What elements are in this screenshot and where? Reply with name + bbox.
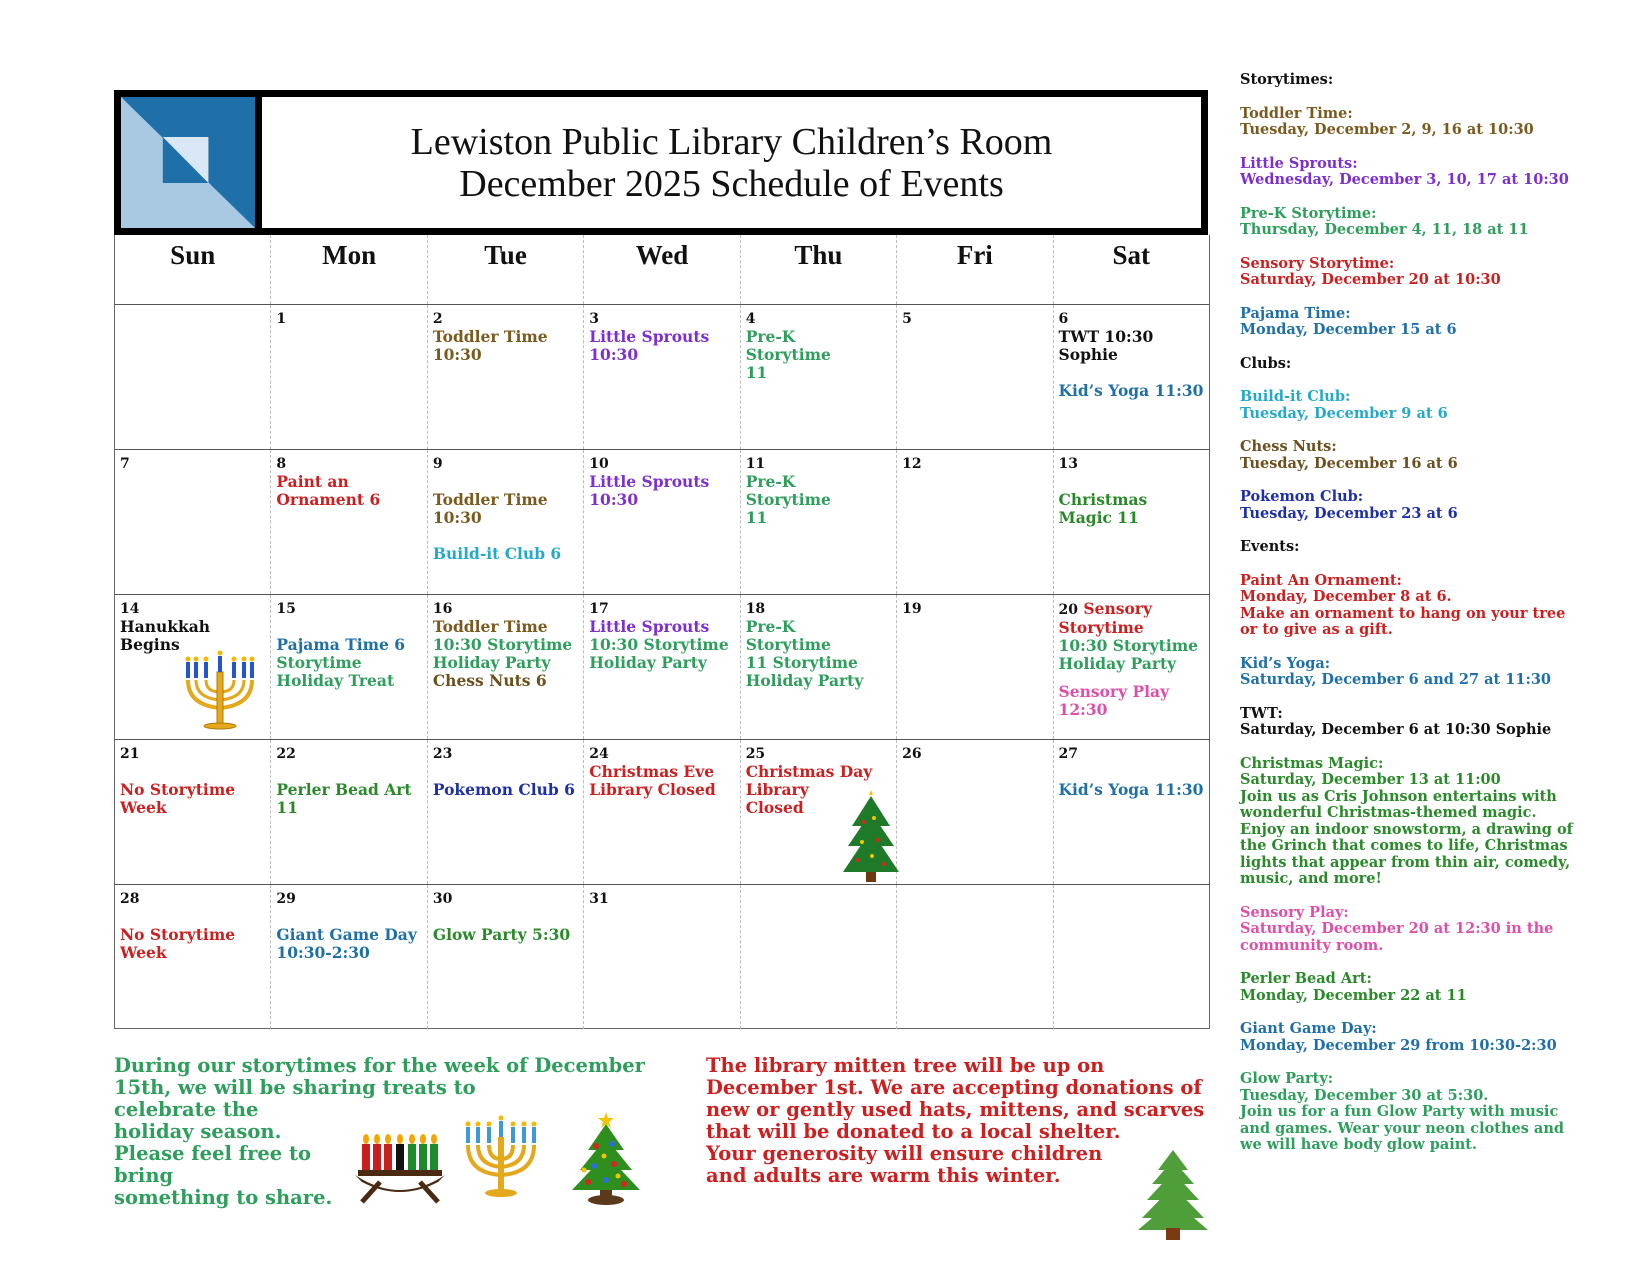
title-line-2: December 2025 Schedule of Events (459, 162, 1004, 205)
sidebar-event-item (1240, 756, 1640, 888)
sidebar-event-title: Sensory Play: (1240, 903, 1349, 921)
week-row (115, 305, 1209, 450)
event-label: Little Sprouts (589, 617, 710, 636)
event-label: Giant Game Day 10:30-2:30 (276, 925, 417, 962)
day-number: 6 (1058, 311, 1069, 327)
note-line: Please feel free to (114, 1142, 311, 1165)
note-line: holiday season. (114, 1120, 282, 1143)
sidebar-event-detail: Join us for a fun Glow Party with music (1240, 1103, 1559, 1120)
weekday-thu: Thu (741, 235, 897, 304)
day-number: 5 (902, 311, 912, 327)
sidebar-event-detail: Tuesday, December 2, 9, 16 at 10:30 (1240, 121, 1534, 138)
day-number: 10 (589, 456, 609, 472)
sidebar-event-title: TWT: (1240, 704, 1283, 722)
sidebar-event-item (1240, 106, 1640, 139)
day-cell (428, 305, 584, 449)
day-number: 25 (745, 746, 766, 762)
sidebar-event-title: Toddler Time: (1240, 104, 1353, 122)
sidebar-event-item (1240, 206, 1640, 239)
menorah-icon-small (462, 1115, 540, 1200)
day-number: 4 (745, 311, 756, 327)
day-number: 21 (120, 746, 140, 762)
sidebar-heading: Storytimes: (1240, 71, 1334, 88)
day-cell (897, 885, 1053, 1029)
day-cell (115, 885, 271, 1029)
sidebar-event-detail: and games. Wear your neon clothes and (1240, 1119, 1565, 1137)
day-cell (741, 595, 897, 739)
event-label: Pre-K Storytime 11 (745, 327, 831, 382)
sidebar-event-title: Christmas Magic: (1240, 754, 1384, 772)
event-label: Little Sprouts 10:30 (589, 327, 710, 364)
day-number: 12 (902, 456, 922, 472)
event-label: 10:30 Storytime Holiday Party (589, 635, 729, 672)
day-cell (897, 740, 1053, 884)
logo-graphic (121, 97, 255, 228)
sidebar-event-item (1240, 905, 1640, 955)
day-cell (584, 740, 740, 884)
sidebar-event-detail: Enjoy an indoor snowstorm, a drawing of (1240, 820, 1573, 838)
note-line: 15th, we will be sharing treats to (114, 1076, 476, 1099)
day-cell (897, 595, 1053, 739)
note-line: December 1st. We are accepting donations of (706, 1076, 1202, 1099)
day-cell (428, 740, 584, 884)
day-number: 17 (589, 601, 609, 617)
sidebar-event-detail: wonderful Christmas-themed magic. (1240, 804, 1537, 821)
calendar-header (114, 90, 1208, 235)
day-number: 26 (902, 746, 922, 762)
day-number: 20 (1058, 602, 1079, 618)
event-label: Kid’s Yoga 11:30 (1058, 780, 1204, 799)
note-line: new or gently used hats, mittens, and scarves (706, 1098, 1205, 1121)
day-cell (741, 305, 897, 449)
weekday-mon: Mon (271, 235, 427, 304)
kinara-icon (350, 1130, 450, 1205)
sidebar-event-item (1240, 706, 1640, 739)
weekday-sat: Sat (1112, 240, 1150, 270)
sidebar-event-detail: community room. (1240, 936, 1384, 954)
event-label: Toddler Time 10:30 (432, 490, 548, 527)
title-line-1: Lewiston Public Library Children’s Room (410, 120, 1053, 163)
weekday-sun: Sun (115, 235, 271, 304)
mitten-tree-note (706, 1055, 1206, 1187)
sidebar-event-detail: or to give as a gift. (1240, 621, 1393, 638)
note-line: and adults are warm this winter. (706, 1164, 1061, 1187)
sidebar-heading: Clubs: (1240, 354, 1292, 372)
event-label: Kid’s Yoga 11:30 (1058, 381, 1204, 400)
day-cell (584, 595, 740, 739)
sidebar-event-title: Glow Party: (1240, 1070, 1334, 1087)
event-label: Christmas Eve Library Closed (589, 762, 716, 799)
day-cell (897, 305, 1053, 449)
day-number: 3 (589, 311, 600, 327)
sidebar-event-title: Little Sprouts: (1240, 154, 1358, 172)
event-label: Build-it Club 6 (432, 544, 562, 563)
sidebar-event-detail: Make an ornament to hang on your tree (1240, 604, 1566, 622)
event-label: No Storytime Week (120, 780, 236, 817)
sidebar-event-title: Chess Nuts: (1240, 438, 1337, 455)
day-cell (584, 305, 740, 449)
day-cell (271, 450, 427, 594)
event-label: Christmas Day Library Closed (745, 762, 873, 817)
event-label: Sensory Storytime (1058, 599, 1152, 637)
sidebar-event-item (1240, 489, 1640, 522)
sidebar-event-title: Sensory Storytime: (1240, 254, 1395, 272)
event-label: No Storytime Week (120, 925, 236, 962)
sidebar-event-detail: we will have body glow paint. (1240, 1136, 1478, 1153)
event-label: Perler Bead Art 11 (276, 780, 412, 817)
sidebar-event-detail: music, and more! (1240, 870, 1382, 887)
day-number: 31 (589, 891, 609, 907)
sidebar-event-detail: Tuesday, December 23 at 6 (1240, 504, 1458, 522)
event-label: Paint an Ornament 6 (276, 472, 381, 509)
sidebar-event-detail: Monday, December 8 at 6. (1240, 588, 1452, 605)
event-label: 10:30 Storytime Holiday Party (432, 635, 573, 672)
day-number: 30 (432, 891, 453, 907)
sidebar-event-detail: Saturday, December 6 at 10:30 Sophie (1240, 721, 1552, 738)
christmas-tree-icon (840, 790, 902, 882)
sidebar-event-title: Giant Game Day: (1240, 1020, 1377, 1037)
sidebar-event-detail: lights that appear from thin air, comedy, (1240, 853, 1571, 871)
day-number: 13 (1058, 456, 1079, 472)
note-line: something to share. (114, 1186, 333, 1209)
sidebar-event-detail: Saturday, December 20 at 10:30 (1240, 271, 1501, 288)
sidebar-event-item (1240, 156, 1640, 189)
day-cell (741, 450, 897, 594)
day-cell (1054, 450, 1209, 594)
day-number: 28 (120, 891, 140, 907)
sidebar-event-item (1240, 1071, 1640, 1154)
sidebar-event-detail: Monday, December 22 at 11 (1240, 986, 1467, 1004)
day-number: 27 (1058, 746, 1079, 762)
day-number: 1 (276, 311, 287, 327)
day-cell (1054, 595, 1209, 739)
day-cell (741, 885, 897, 1029)
day-cell (428, 595, 584, 739)
day-number: 19 (902, 601, 922, 617)
day-number: 24 (589, 746, 609, 762)
day-cell (115, 450, 271, 594)
event-details-sidebar (1240, 72, 1640, 1171)
day-cell (1054, 305, 1209, 449)
sidebar-event-detail: Join us as Cris Johnson entertains with (1240, 787, 1557, 805)
event-label: Toddler Time (432, 617, 548, 636)
sidebar-event-detail: Wednesday, December 3, 10, 17 at 10:30 (1240, 171, 1569, 188)
sidebar-event-detail: Saturday, December 20 at 12:30 in the (1240, 920, 1554, 937)
day-number: 18 (745, 601, 766, 617)
event-label: Pre-K Storytime 11 Storytime Holiday Party (745, 617, 864, 690)
week-row (115, 885, 1209, 1029)
sidebar-event-title: Perler Bead Art: (1240, 970, 1372, 987)
sidebar-event-detail: Tuesday, December 16 at 6 (1240, 454, 1458, 472)
sidebar-event-item (1240, 1021, 1640, 1054)
menorah-icon (180, 650, 260, 730)
sidebar-event-detail: Saturday, December 13 at 11:00 (1240, 771, 1501, 788)
day-cell (115, 740, 271, 884)
sidebar-event-title: Pajama Time: (1240, 304, 1351, 322)
day-cell (115, 305, 271, 449)
event-label: Toddler Time 10:30 (432, 327, 548, 364)
sidebar-event-item (1240, 256, 1640, 289)
calendar-grid (114, 235, 1210, 1029)
sidebar-event-detail: Monday, December 29 from 10:30-2:30 (1240, 1036, 1557, 1054)
day-number: 14 (120, 601, 140, 617)
note-line: Your generosity will ensure children (706, 1142, 1103, 1165)
sidebar-event-title: Pokemon Club: (1240, 488, 1364, 505)
day-number: 23 (432, 746, 453, 762)
sidebar-event-detail: Saturday, December 6 and 27 at 11:30 (1240, 671, 1551, 688)
sidebar-event-detail: Thursday, December 4, 11, 18 at 11 (1240, 221, 1529, 238)
day-number: 9 (432, 456, 443, 472)
day-cell (584, 450, 740, 594)
sidebar-event-item (1240, 306, 1640, 339)
note-line: that will be donated to a local shelter. (706, 1120, 1121, 1143)
event-label: Sensory Play 12:30 (1058, 682, 1170, 719)
sidebar-event-detail: Monday, December 15 at 6 (1240, 321, 1457, 338)
library-logo (121, 97, 262, 228)
day-cell (271, 305, 427, 449)
day-number: 7 (120, 456, 130, 472)
note-line: celebrate the (114, 1098, 259, 1121)
day-number: 15 (276, 601, 296, 617)
note-line: During our storytimes for the week of December (114, 1054, 645, 1077)
weekday-fri: Fri (897, 235, 1053, 304)
event-label: Pokemon Club 6 (432, 780, 575, 799)
sidebar-event-detail: the Grinch that comes to life, Christmas (1240, 837, 1568, 854)
day-number: 11 (745, 456, 766, 472)
sidebar-event-title: Pre-K Storytime: (1240, 204, 1377, 222)
day-number: 16 (432, 601, 453, 617)
title-box (262, 97, 1201, 228)
weekday-header-row (115, 235, 1209, 305)
weekday-wed: Wed (584, 235, 740, 304)
day-number: 29 (276, 891, 296, 907)
day-cell (271, 595, 427, 739)
week-row (115, 450, 1209, 595)
day-cell (1054, 885, 1209, 1029)
sidebar-event-item (1240, 573, 1640, 639)
event-label: Christmas Magic 11 (1058, 490, 1148, 527)
event-label: Pajama Time 6 (276, 635, 406, 654)
note-line: The library mitten tree will be up on (706, 1054, 1105, 1077)
sidebar-event-title: Build-it Club: (1240, 388, 1351, 405)
day-number: 8 (276, 456, 287, 472)
week-row (115, 595, 1209, 740)
event-label: Glow Party 5:30 (432, 925, 571, 944)
week-row (115, 740, 1209, 885)
day-number: 22 (276, 746, 296, 762)
sidebar-heading: Events: (1240, 538, 1300, 555)
sidebar-event-detail: Tuesday, December 30 at 5:30. (1240, 1086, 1489, 1104)
sidebar-event-item (1240, 971, 1640, 1004)
event-label: Pre-K Storytime 11 (745, 472, 831, 527)
day-number: 2 (432, 311, 443, 327)
sidebar-event-detail: Tuesday, December 9 at 6 (1240, 404, 1448, 422)
event-label: 10:30 Storytime Holiday Party (1058, 636, 1198, 673)
day-cell (428, 885, 584, 1029)
day-cell (1054, 740, 1209, 884)
sidebar-event-item (1240, 656, 1640, 689)
day-cell (584, 885, 740, 1029)
note-line: bring (114, 1164, 174, 1187)
event-label: Hanukkah Begins (120, 617, 211, 654)
event-label: Chess Nuts 6 (432, 671, 547, 690)
weekday-tue: Tue (428, 235, 584, 304)
pine-tree-icon (1138, 1150, 1208, 1240)
day-cell (428, 450, 584, 594)
sidebar-event-title: Paint An Ornament: (1240, 571, 1402, 589)
event-label: Little Sprouts 10:30 (589, 472, 710, 509)
sidebar-event-item (1240, 439, 1640, 472)
day-cell (897, 450, 1053, 594)
event-label: TWT 10:30 Sophie (1058, 327, 1154, 364)
day-cell (271, 740, 427, 884)
sidebar-event-title: Kid’s Yoga: (1240, 654, 1331, 672)
christmas-tree-ornaments-icon (568, 1110, 644, 1206)
event-label: Storytime Holiday Treat (276, 653, 395, 690)
sidebar-event-item (1240, 389, 1640, 422)
day-cell (271, 885, 427, 1029)
